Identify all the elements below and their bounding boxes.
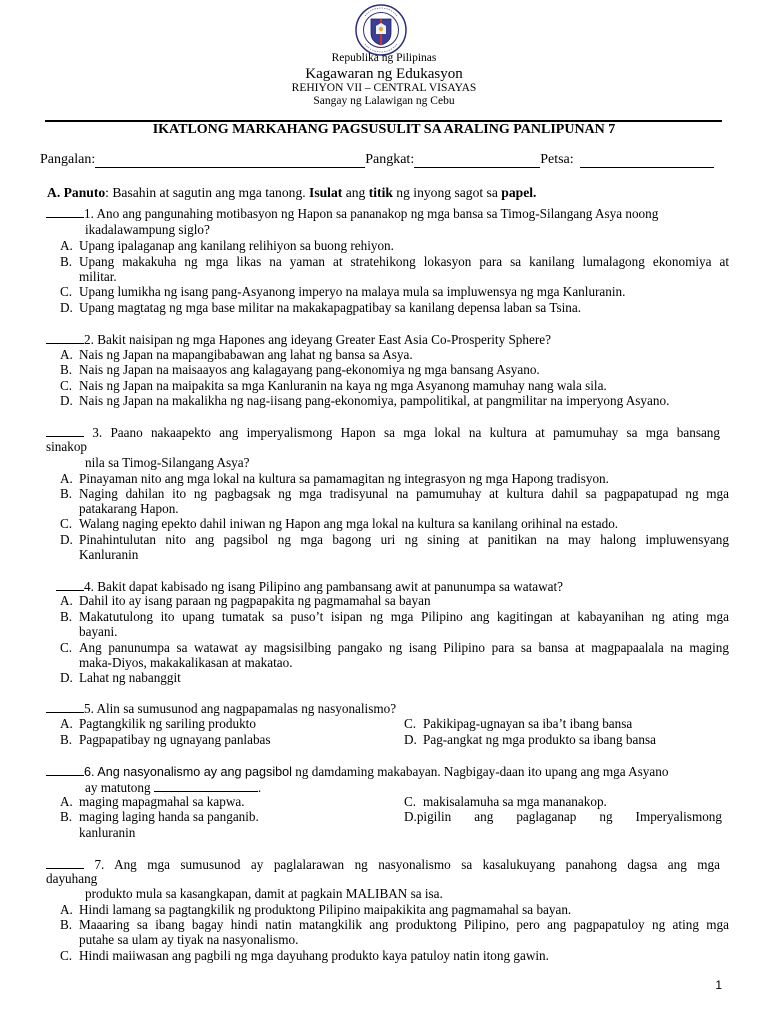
question-text: produkto mula sa kasangkapan, damit at pagkain MALIBAN sa isa. — [85, 886, 443, 901]
exam-page: Republika ng Pilipinas Kagawaran ng Edukasyon REHIYON VII – CENTRAL VISAYAS Sangay ng Lalawigan ng Cebu IKATLONG MARKAHANG PAGSUSULIT SA ARALING PANLIPUNAN 7 Pangalan: Pangkat: Petsa: A. Panuto: Basahin at sagutin ang mga tanong. Isulat ang titik ng inyong sagot sa papel. 1. Ano ang pangunahing motibasyon ng Hapon sa pananakop ng mga bansa sa Timog-Silangang Asya noong ikadalawampung siglo? A. Upang ipalaganap ang kanilang relihiyon sa buong rehiyon. B. Upang makakuha ng mga likas na yaman at stratehikong lokasyon para sa kanilang lumalagong ekonomiya at militar. C. Upang lumikha ng isang pang-Asyanong imperyo na malaya mula sa impluwensya ng mga Kanluranin. D. Upang magtatag ng mga base militar na makakapagpatibay sa kanilang depensa laban sa Tsina. 2. Bakit naisipan ng mga Hapones ang ideyang Greater East Asia Co-Prosperity Sphere? A. Nais ng Japan na mapangibabawan ang lahat ng bansa sa Asya. B. Nais ng Japan na maisaayos ang kalagayang pang-ekonomiya ng mga bansang Asyano. C. Nais ng Japan na maipakita sa mga Kanluranin na kaya ng mga Asyanong mamuhay nang wala sila. D. Nais ng Japan na makalikha ng nag-iisang pang-ekonomiya, pampolitikal, at pangmilitar na imperyong Asyano. 3. Paano nakaapekto ang imperyalismong Hapon sa mga lokal na kultura at pamumuhay sa mga bansang sinakop nila sa Timog-Silangang Asya? A. Pinayaman nito ang mga lokal na kultura sa pamamagitan ng integrasyon ng mga Hapong tradisyon. B. Naging dahilan ito ng pagbagsak ng mga tradisyunal na pamumuhay at kultura dahil sa pagpapatupad ng mga patakarang Hapon. C. Walang naging epekto dahil iniwan ng Hapon ang mga lokal na kultura sa kanilang orihinal na estado. D. Pinahintulutan nito ang pagsibol ng mga bagong uri ng sining at panitikan na may halong impluwensyang Kanluranin 4. Bakit dapat kabisado ng isang Pilipino ang pambansang awit at panunumpa sa watawat? A. Dahil ito ay isang paraan ng pagpapakita ng pagmamahal sa bayan B. Makatutulong ito upang tumatak sa puso’t isipan ng mga Pilipino ang kagitingan at kabayanihan ng ating mga bayani. C. Ang panunumpa sa watawat ay magsisilbing pangako ng isang Pilipino para sa bansa at magpapaalala na maging maka-Diyos, makakalikasan at makatao. D. Lahat ng nabanggit 5. Alin sa sumusunod ang nagpapamalas ng nasyonalismo? A. Pagtangkilik ng sariling produkto C. Pakikipag-ugnayan sa iba’t ibang bansa B. Pagpapatibay ng ugnayang panlabas D. Pag-angkat ng mga produkto sa ibang bansa 6. Ang nasyonalismo ay ang pagsibol ng damdaming makabayan. Nagbigay-daan ito upang ang mga Asyano ay matutong . A. maging mapagmahal sa kapwa. C. makisalamuha sa mga mananakop. B. maging laging handa sa panganib. D.pigilin ang paglaganap ng Imperyalismong kanluranin 7. Ang mga sumusunod ay paglalarawan ng nasyonalismo sa kasalukuyang panahong dagsa ang mga dayuhang produkto mula sa kasangkapan, damit at pagkain MALIBAN sa isa. A. Hindi lamang sa pagtangkilik ng produktong Pilipino maipakikita ang pagmamahal sa bayan. B. Maaaring sa ibang bagay hindi natin matangkilik ang produktong Pilipino, pero ang pagpapatuloy ng ating mga putahe sa ulam ay tiyak na nasyonalismo. C. Hindi maiiwasan ang pagbili ng mga dayuhang produkto kaya patuloy natin itong gawin. 1 — [0, 0, 768, 1024]
fill-in-blank[interactable] — [154, 779, 258, 792]
question-text: ng damdaming makabayan. Nagbigay-daan ito upang ang mga Asyano — [291, 764, 669, 779]
option-text: ang — [474, 809, 494, 824]
page-number: 1 — [715, 978, 722, 992]
option-1b-cont: militar. — [79, 269, 117, 284]
question-text: 5. Alin sa sumusunod ang nagpapamalas ng nasyonalismo? — [84, 701, 397, 716]
student-info-line — [40, 152, 714, 168]
question-6-line2 — [85, 779, 261, 795]
question-text: . — [257, 780, 262, 795]
question-4 — [56, 578, 563, 594]
option-6d — [404, 809, 722, 824]
province-text: Sangay ng Lalawigan ng Cebu — [313, 95, 455, 107]
question-6 — [46, 763, 668, 780]
date-field[interactable] — [580, 153, 714, 168]
instructions-bold-paper: papel. — [501, 185, 537, 200]
answer-blank[interactable] — [46, 331, 84, 344]
question-text: dayuhang — [46, 871, 98, 886]
question-text: ikadalawampung siglo? — [85, 222, 210, 237]
republic-text: Republika ng Pilipinas — [331, 52, 437, 64]
name-label: Pangalan: — [40, 152, 96, 167]
question-3 — [46, 424, 720, 440]
answer-blank[interactable] — [46, 856, 84, 869]
option-3d-cont: Kanluranin — [79, 547, 139, 562]
question-text: sinakop — [46, 439, 88, 454]
option-3b-cont: patakarang Hapon. — [79, 501, 179, 516]
question-text: 6. Ang nasyonalismo ay ang pagsibol — [84, 765, 292, 779]
answer-blank[interactable] — [46, 700, 84, 713]
date-label: Petsa: — [540, 152, 574, 167]
option-text: D.pigilin — [404, 809, 452, 824]
answer-blank[interactable] — [46, 763, 84, 776]
question-text: ay matutong — [85, 780, 154, 795]
instructions-text: ang — [342, 185, 369, 200]
instructions — [47, 185, 536, 200]
question-1 — [46, 205, 658, 221]
question-text: 1. Ano ang pangunahing motibasyon ng Hapon sa pananakop ng mga bansa sa Timog-Silangang Asya noong — [84, 206, 659, 221]
question-text: nila sa Timog-Silangang Asya? — [85, 455, 250, 470]
instructions-label: A. Panuto — [47, 185, 106, 200]
name-field[interactable] — [95, 153, 365, 168]
section-label: Pangkat: — [365, 152, 415, 167]
instructions-text: ng inyong sagot sa — [392, 185, 502, 200]
question-5 — [46, 700, 396, 716]
instructions-bold-write: Isulat — [309, 185, 343, 200]
section-field[interactable] — [414, 153, 540, 168]
option-6d-cont: kanluranin — [79, 825, 136, 840]
option-text: ng — [599, 809, 613, 824]
instructions-text: : Basahin at sagutin ang mga tanong. — [105, 185, 310, 200]
instructions-bold-letter: titik — [368, 185, 393, 200]
deped-seal-icon — [355, 4, 407, 56]
exam-title: IKATLONG MARKAHANG PAGSUSULIT SA ARALING PANLIPUNAN 7 — [152, 122, 616, 137]
option-4b-cont: bayani. — [79, 624, 118, 639]
option-4c-cont: maka-Diyos, makakalikasan at makatao. — [79, 655, 293, 670]
question-text: 3. Paano nakaapekto ang imperyalismong Hapon sa mga lokal na kultura at pamumuhay sa mga bansang — [84, 425, 720, 440]
answer-blank[interactable] — [46, 424, 84, 437]
question-text: 4. Bakit dapat kabisado ng isang Pilipino ang pambansang awit at panunumpa sa watawat? — [84, 579, 564, 594]
option-7b-cont: putahe sa ulam ay tiyak na nasyonalismo. — [79, 932, 299, 947]
option-text: paglaganap — [516, 809, 577, 824]
question-2 — [46, 331, 551, 347]
region-text: REHIYON VII – CENTRAL VISAYAS — [291, 82, 477, 94]
answer-blank[interactable] — [56, 578, 84, 591]
answer-blank[interactable] — [46, 205, 84, 218]
question-text: 2. Bakit naisipan ng mga Hapones ang ideyang Greater East Asia Co-Prosperity Sphere? — [84, 332, 551, 347]
question-text: 7. Ang mga sumusunod ay paglalarawan ng nasyonalismo sa kasalukuyang panahong dagsa ang mga — [84, 857, 720, 872]
department-text: Kagawaran ng Edukasyon — [305, 66, 463, 82]
option-text: Imperyalismong — [635, 809, 722, 824]
question-7 — [46, 856, 720, 872]
